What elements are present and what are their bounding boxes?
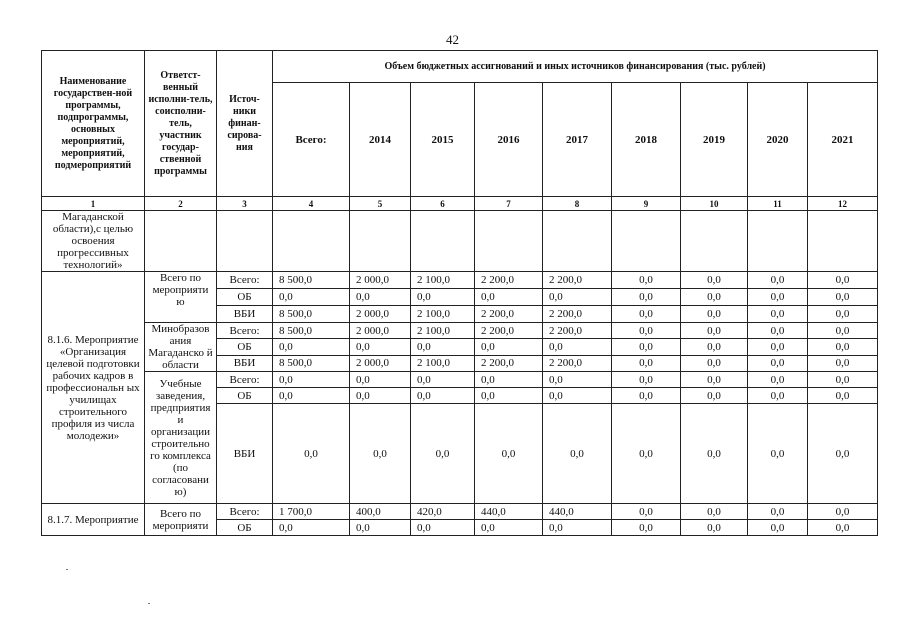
amount-cell: 0,0: [681, 372, 748, 388]
amount-cell: 0,0: [612, 372, 681, 388]
header-year: 2017: [543, 83, 612, 197]
scan-dot: [148, 603, 150, 604]
amount-cell: 2 000,0: [350, 306, 411, 323]
amount-cell: 2 000,0: [350, 355, 411, 371]
amount-cell: 0,0: [612, 520, 681, 536]
amount-cell: 0,0: [748, 339, 808, 355]
amount-cell: 0,0: [411, 339, 475, 355]
amount-cell: 440,0: [543, 504, 612, 520]
amount-cell: 0,0: [748, 504, 808, 520]
header-name-column: Наименование государствен-ной программы, подпрограммы, основных мероприятий, мероприятий, подмероприятий: [42, 51, 145, 197]
amount-cell: 0,0: [748, 520, 808, 536]
funding-source: Всего:: [217, 372, 273, 388]
header-funding-group: Объем бюджетных ассигнований и иных источников финансирования (тыс. рублей): [273, 51, 878, 83]
column-number: 11: [748, 197, 808, 211]
amount-cell: 0,0: [681, 355, 748, 371]
amount-cell: 0,0: [808, 289, 878, 306]
amount-cell: 0,0: [808, 355, 878, 371]
measures-body: [42, 272, 878, 536]
budget-table: [41, 50, 878, 536]
amount-cell: 0,0: [612, 404, 681, 504]
amount-cell: 0,0: [411, 404, 475, 504]
amount-cell: 2 200,0: [475, 272, 543, 289]
amount-cell: 0,0: [543, 289, 612, 306]
column-number: 12: [808, 197, 878, 211]
amount-cell: 2 200,0: [475, 323, 543, 339]
column-number: 10: [681, 197, 748, 211]
amount-cell: 0,0: [475, 520, 543, 536]
amount-cell: 0,0: [543, 372, 612, 388]
amount-cell: 2 200,0: [543, 355, 612, 371]
amount-cell: 0,0: [748, 388, 808, 404]
amount-cell: 0,0: [748, 404, 808, 504]
funding-source: ВБИ: [217, 306, 273, 323]
responsible-party: Всего по мероприяти ю: [145, 272, 217, 323]
amount-cell: 8 500,0: [273, 355, 350, 371]
funding-source: ОБ: [217, 388, 273, 404]
amount-cell: 0,0: [350, 289, 411, 306]
amount-cell: 1 700,0: [273, 504, 350, 520]
amount-cell: 0,0: [681, 272, 748, 289]
amount-cell: 0,0: [475, 339, 543, 355]
column-number: 9: [612, 197, 681, 211]
amount-cell: 0,0: [681, 339, 748, 355]
funding-source: ОБ: [217, 339, 273, 355]
header-year: 2019: [681, 83, 748, 197]
amount-cell: 0,0: [681, 504, 748, 520]
amount-cell: 0,0: [475, 388, 543, 404]
amount-cell: 0,0: [808, 323, 878, 339]
amount-cell: 0,0: [411, 372, 475, 388]
amount-cell: 0,0: [411, 388, 475, 404]
amount-cell: 0,0: [612, 504, 681, 520]
amount-cell: 0,0: [681, 306, 748, 323]
amount-cell: 440,0: [475, 504, 543, 520]
amount-cell: 0,0: [411, 520, 475, 536]
amount-cell: 0,0: [273, 520, 350, 536]
amount-cell: 0,0: [475, 404, 543, 504]
amount-cell: 8 500,0: [273, 272, 350, 289]
amount-cell: 0,0: [808, 306, 878, 323]
column-number: 4: [273, 197, 350, 211]
header-year: 2016: [475, 83, 543, 197]
amount-cell: 2 100,0: [411, 272, 475, 289]
amount-cell: 0,0: [748, 306, 808, 323]
table-row: [42, 323, 878, 339]
column-number: 1: [42, 197, 145, 211]
responsible-party: Учебные заведения, предприятия и организации строительно го комплекса (по согласовани ю): [145, 372, 217, 504]
amount-cell: 0,0: [273, 372, 350, 388]
header-year: 2018: [612, 83, 681, 197]
amount-cell: 0,0: [808, 388, 878, 404]
amount-cell: 0,0: [543, 520, 612, 536]
amount-cell: 0,0: [612, 289, 681, 306]
header-source-column: Источ-ники финан-сирова-ния: [217, 51, 273, 197]
amount-cell: 0,0: [612, 388, 681, 404]
amount-cell: 0,0: [748, 272, 808, 289]
table-body: [42, 211, 878, 272]
amount-cell: 0,0: [612, 339, 681, 355]
amount-cell: 0,0: [475, 372, 543, 388]
amount-cell: 0,0: [808, 339, 878, 355]
header-year: 2014: [350, 83, 411, 197]
funding-source: Всего:: [217, 504, 273, 520]
amount-cell: 2 200,0: [475, 306, 543, 323]
header-year: 2020: [748, 83, 808, 197]
funding-source: Всего:: [217, 272, 273, 289]
amount-cell: 0,0: [681, 388, 748, 404]
amount-cell: 420,0: [411, 504, 475, 520]
funding-source: ОБ: [217, 289, 273, 306]
amount-cell: 0,0: [681, 323, 748, 339]
amount-cell: 0,0: [681, 520, 748, 536]
amount-cell: 0,0: [612, 306, 681, 323]
amount-cell: 2 000,0: [350, 272, 411, 289]
scan-dot: [66, 569, 68, 570]
amount-cell: 0,0: [808, 404, 878, 504]
amount-cell: 2 200,0: [475, 355, 543, 371]
amount-cell: 0,0: [808, 372, 878, 388]
amount-cell: 0,0: [543, 339, 612, 355]
amount-cell: 0,0: [748, 289, 808, 306]
responsible-party: Всего по мероприяти: [145, 504, 217, 536]
continuation-row: [42, 211, 878, 272]
measure-name: 8.1.6. Мероприятие «Организация целевой подготовки рабочих кадров в профессиональн ых училищах строительного профиля из числа молодежи»: [42, 272, 145, 504]
amount-cell: 0,0: [748, 372, 808, 388]
funding-source: ОБ: [217, 520, 273, 536]
table-row: [42, 372, 878, 388]
table-row: [42, 504, 878, 520]
amount-cell: 8 500,0: [273, 306, 350, 323]
amount-cell: 0,0: [273, 404, 350, 504]
amount-cell: 2 000,0: [350, 323, 411, 339]
amount-cell: 2 200,0: [543, 272, 612, 289]
amount-cell: 0,0: [350, 339, 411, 355]
amount-cell: 0,0: [350, 388, 411, 404]
column-number: 5: [350, 197, 411, 211]
header-year: 2015: [411, 83, 475, 197]
amount-cell: 0,0: [808, 520, 878, 536]
amount-cell: 0,0: [748, 323, 808, 339]
header-responsible-column: Ответст-венный исполни-тель, соисполни-тель, участник государ-ственной программы: [145, 51, 217, 197]
amount-cell: 2 100,0: [411, 323, 475, 339]
column-number: 3: [217, 197, 273, 211]
amount-cell: 0,0: [350, 404, 411, 504]
amount-cell: 0,0: [612, 323, 681, 339]
amount-cell: 0,0: [543, 388, 612, 404]
funding-source: ВБИ: [217, 404, 273, 504]
column-number: 6: [411, 197, 475, 211]
amount-cell: 0,0: [808, 272, 878, 289]
responsible-party: Минобразов ания Магаданско й области: [145, 323, 217, 372]
amount-cell: 0,0: [808, 504, 878, 520]
table-row: [42, 272, 878, 289]
amount-cell: 0,0: [475, 289, 543, 306]
column-number: 7: [475, 197, 543, 211]
amount-cell: 2 200,0: [543, 306, 612, 323]
funding-source: ВБИ: [217, 355, 273, 371]
amount-cell: 0,0: [748, 355, 808, 371]
page-number: 42: [446, 32, 459, 47]
amount-cell: 0,0: [350, 372, 411, 388]
header-total-column: Всего:: [273, 83, 350, 197]
column-number: 8: [543, 197, 612, 211]
amount-cell: 2 200,0: [543, 323, 612, 339]
table-header: [42, 51, 878, 211]
amount-cell: 0,0: [411, 289, 475, 306]
header-year: 2021: [808, 83, 878, 197]
amount-cell: 0,0: [681, 404, 748, 504]
continuation-name: Магаданской области),с целью освоения прогрессивных технологий»: [42, 211, 145, 272]
amount-cell: 0,0: [612, 355, 681, 371]
amount-cell: 0,0: [350, 520, 411, 536]
amount-cell: 0,0: [273, 289, 350, 306]
funding-source: Всего:: [217, 323, 273, 339]
column-number: 2: [145, 197, 217, 211]
amount-cell: 0,0: [273, 388, 350, 404]
amount-cell: 0,0: [612, 272, 681, 289]
amount-cell: 0,0: [681, 289, 748, 306]
amount-cell: 2 100,0: [411, 306, 475, 323]
amount-cell: 2 100,0: [411, 355, 475, 371]
amount-cell: 0,0: [273, 339, 350, 355]
amount-cell: 8 500,0: [273, 323, 350, 339]
amount-cell: 400,0: [350, 504, 411, 520]
measure-name: 8.1.7. Мероприятие: [42, 504, 145, 536]
amount-cell: 0,0: [543, 404, 612, 504]
